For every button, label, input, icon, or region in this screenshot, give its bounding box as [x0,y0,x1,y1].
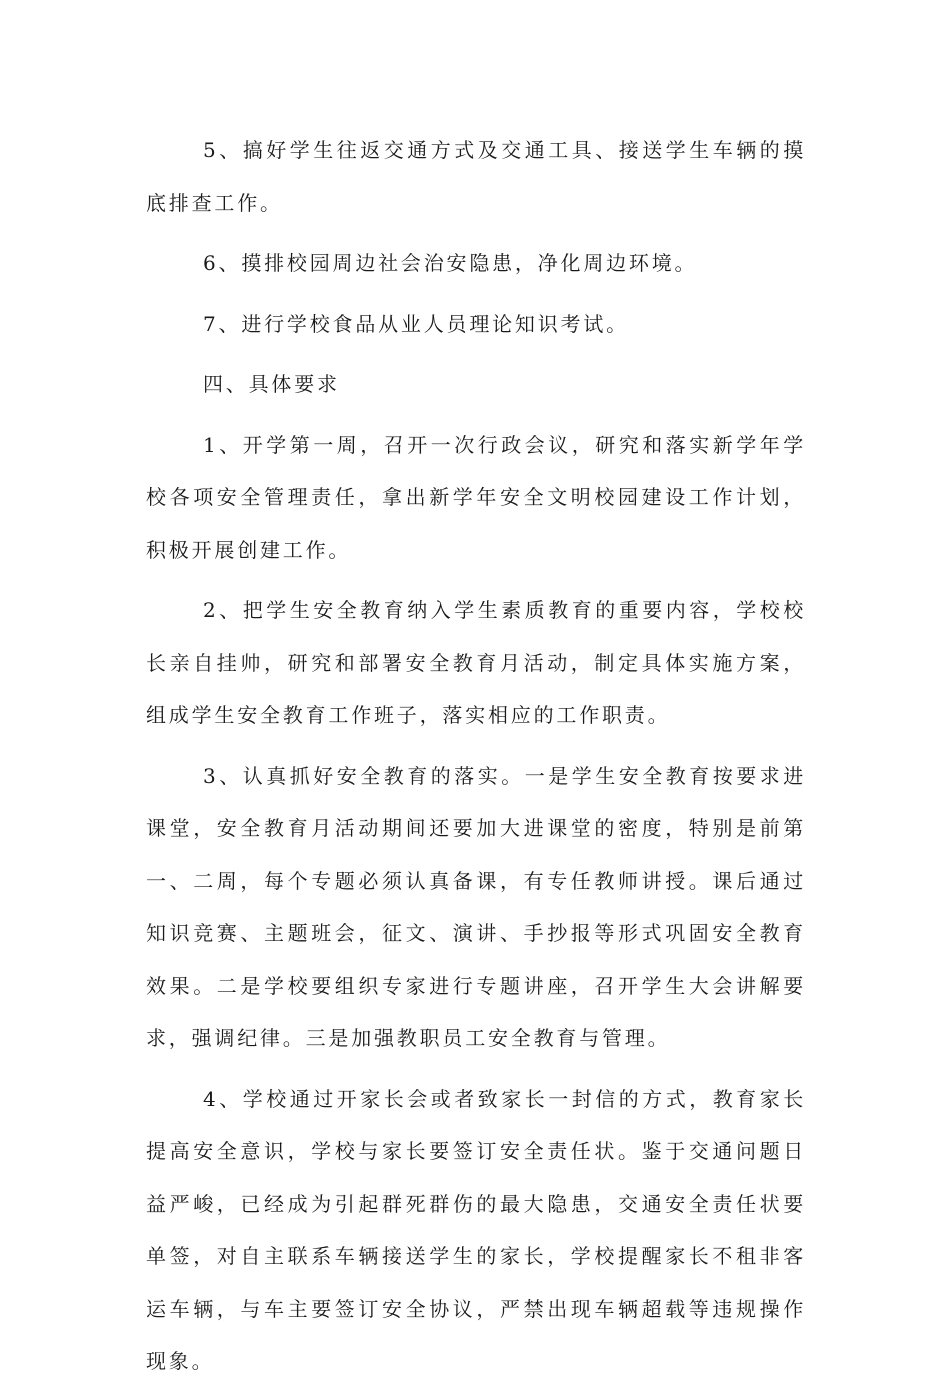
paragraph-item-5: 5、搞好学生往返交通方式及交通工具、接送学生车辆的摸底排查工作。 [146,138,806,215]
paragraph-requirement-3: 3、认真抓好安全教育的落实。一是学生安全教育按要求进课堂，安全教育月活动期间还要加大进课堂的密度，特别是前第一、二周，每个专题必须认真备课，有专任教师讲授。课后通过知识竞赛、主题班会，征文、演讲、手抄报等形式巩固安全教育效果。二是学校要组织专家进行专题讲座，召开学生大会讲解要求，强调纪律。三是加强教职员工安全教育与管理。 [146,763,806,1050]
section-heading-requirements: 四、具体要求 [203,372,340,396]
paragraph-item-6: 6、摸排校园周边社会治安隐患，净化周边环境。 [203,251,698,275]
document-body [146,124,806,1396]
paragraph-requirement-2: 2、把学生安全教育纳入学生素质教育的重要内容，学校校长亲自挂帅，研究和部署安全教育月活动，制定具体实施方案，组成学生安全教育工作班子，落实相应的工作职责。 [146,598,806,727]
paragraph-requirement-1: 1、开学第一周，召开一次行政会议，研究和落实新学年学校各项安全管理责任，拿出新学年安全文明校园建设工作计划，积极开展创建工作。 [146,432,806,562]
paragraph-item-7: 7、进行学校食品从业人员理论知识考试。 [203,311,629,336]
paragraph-requirement-4: 4、学校通过开家长会或者致家长一封信的方式，教育家长提高安全意识，学校与家长要签订安全责任状。鉴于交通问题日益严峻，已经成为引起群死群伤的最大隐患，交通安全责任状要单签，对自主联系车辆接送学生的家长，学校提醒家长不租非客运车辆，与车主要签订安全协议，严禁出现车辆超载等违规操作现象。 [146,1086,806,1373]
